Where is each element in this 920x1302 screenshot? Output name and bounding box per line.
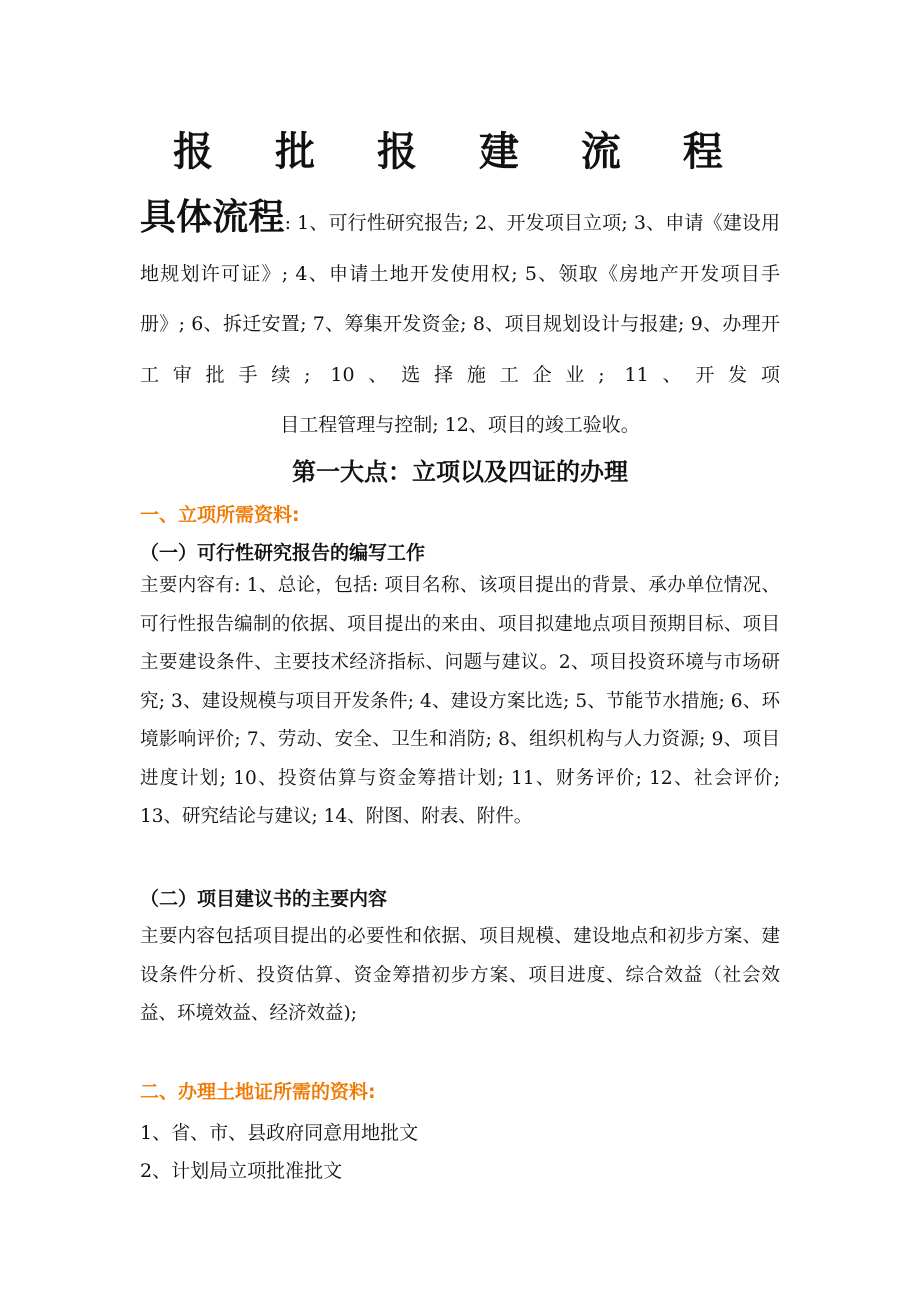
feasibility-body: 主要内容有: 1、总论，包括: 项目名称、该项目提出的背景、承办单位情况、可行性报告编制的依据、项目提出的来由、项目拟建地点项目预期目标、项目主要建设条件、主要技术经济指标、问题与建议。2、项目投资环境与市场研究; 3、建设规模与项目开发条件; 4、建设方案比选; 5、节能节水措施; 6、环境影响评价; 7、劳动、安全、卫生和消防; 8、组织机构与人力资源; 9、项目进度计划; 10、投资估算与资金筹措计划; 11、财务评价; 12、社会评价; 13、研究结论与建议; 14、附图、附表、附件。 xyxy=(140,575,780,827)
list-item: 1、省、市、县政府同意用地批文 xyxy=(140,1122,419,1144)
document-title: 报 批 报 建 流 程 xyxy=(173,129,747,175)
section-title-land-certificate: 二、办理土地证所需的资料: xyxy=(140,1081,376,1103)
intro-label: 具体流程 xyxy=(140,197,285,238)
intro-paragraph xyxy=(140,198,780,451)
proposal-body: 主要内容包括项目提出的必要性和依据、项目规模、建设地点和初步方案、建设条件分析、投资估算、资金筹措初步方案、项目进度、综合效益（社会效益、环境效益、经济效益); xyxy=(140,926,780,1024)
list-item: 2、计划局立项批准批文 xyxy=(140,1160,343,1182)
section-heading-first-point: 第一大点：立项以及四证的办理 xyxy=(292,458,628,486)
section-title-project-materials: 一、立项所需资料: xyxy=(140,504,300,526)
intro-text: : 1、可行性研究报告; 2、开发项目立项; 3、申请《建设用地规划许可证》; 4、申请土地开发使用权; 5、领取《房地产开发项目手册》; 6、拆迁安置; 7、筹集开发资金; 8、项目规划设计与报建; 9、办理开工审批手续; 10、选择施工企业; 11、开发项 xyxy=(140,212,780,386)
subsection-title-feasibility: （一）可行性研究报告的编写工作 xyxy=(140,542,426,564)
subsection-title-proposal: （二）项目建议书的主要内容 xyxy=(140,888,388,910)
intro-last-line: 目工程管理与控制; 12、项目的竣工验收。 xyxy=(280,414,640,436)
